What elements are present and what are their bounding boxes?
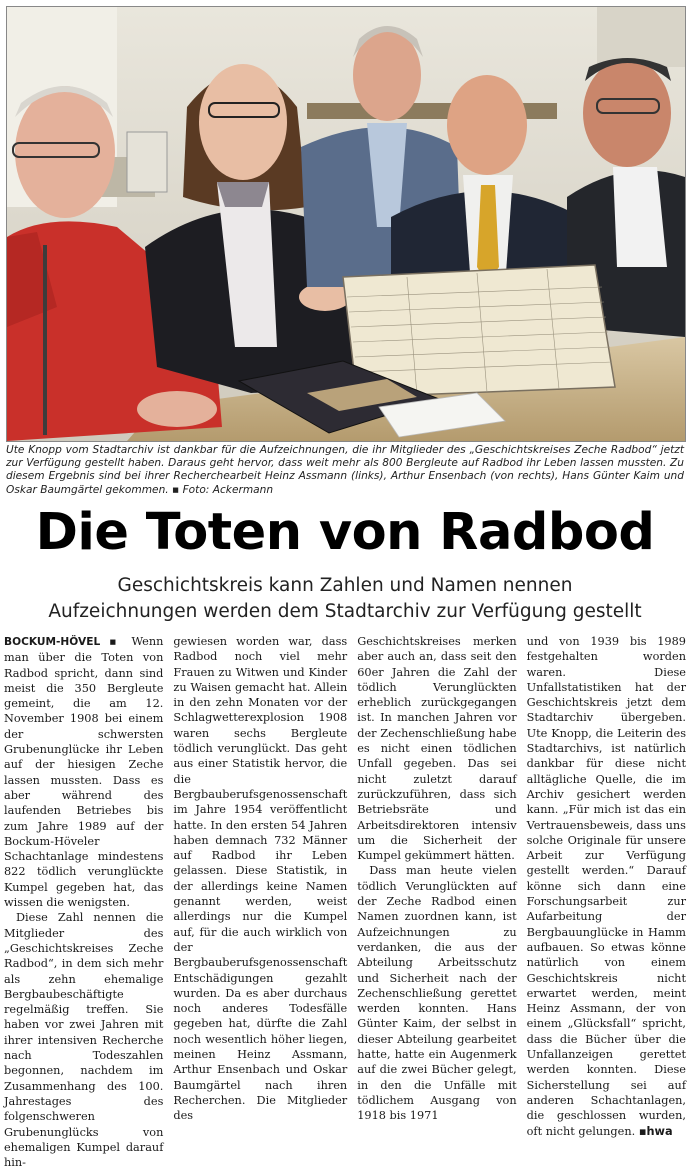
paragraph [527,634,686,1139]
article-column-3 [357,634,516,1170]
article-headline: Die Toten von Radbod [35,503,655,562]
article-column-4 [527,634,686,1170]
photo-credit: ▪ Foto: Ackermann [172,484,273,496]
paragraph-text: Wenn man über die Toten von Radbod spricht, dann sind meist die 350 Bergleute gemeint, die am 12. November 1908 bei einem der schwersten Grubenunglücke ihr Leben auf der hiesigen Zeche lassen mussten. Dass es aber während des laufenden Betriebes bis zum Jahre 1989 auf der Bockum-Höveler Schachtanlage mindestens 822 tödlich verunglückte Kumpel gegeben hat, das wissen die wenigsten. [4,635,164,910]
article-body [4,634,686,1170]
photo-caption [6,444,684,497]
paragraph: gewiesen worden war, dass Radbod noch viel mehr Frauen zu Witwen und Kinder zu Waisen gemacht hat. Allein in den zehn Monaten vor der Schlagwetterexplosion 1908 waren sechs Bergleute tödlich verunglückt. Das geht aus einer Statistik hervor, die die Bergbauberufsgenossenschaft im Jahre 1954 veröffentlicht hatte. In den ersten 54 Jahren haben demnach 732 Männer auf Radbod ihr Leben gelassen. Diese Statistik, in der allerdings keine Namen genannt werden, weist allerdings nur die Kumpel auf, für die auch wirklich von der Bergbauberufsgenossenschaft Entschädigungen gezahlt wurden. Da es aber durchaus noch anderes Todesfälle gegeben hat, dürfte die Zahl noch wesentlich höher liegen, meinen Heinz Assmann, Arthur Ensenbach und Oskar Baumgärtel nach ihren Recherchen. Die Mitglieder des [173,635,348,1123]
article-column-2 [173,634,347,1170]
dateline: BOCKUM-HÖVEL ▪ [4,636,122,648]
group-photo-icon [7,7,685,441]
article-photo [6,6,686,442]
subheadline-1: Geschichtskreis kann Zahlen und Namen nennen [117,575,573,596]
article-column-1 [4,634,163,1170]
paragraph-text: und von 1939 bis 1989 festgehalten worden waren. Diese Unfallstatistiken hat der Geschichtskreis jetzt dem Stadtarchiv übergeben. Ute Knopp, die Leiterin des Stadtarchivs, ist natürlich dankbar für diese nicht alltägliche Quelle, die im Archiv gesichert werden kann. „Für mich ist das ein Vertrauensbeweis, dass uns solche Originale für unsere Arbeit zur Verfügung gestellt werden.“ Darauf könne sich dann eine Forschungsarbeit zur Aufarbeitung der Bergbauunglücke in Hamm aufbauen. So etwas könne natürlich von einem Geschichtskreis nicht erwartet werden, meint Heinz Assmann, der von einem „Glücksfall“ spricht, dass die Bücher über die Unfallanzeigen gerettet werden konnten. Diese Sicherstellung sei auf anderen Schachtanlagen, die geschlossen wurden, oft nicht gelungen. [526,635,686,1138]
author-initials: ▪ hwa [639,1125,673,1138]
paragraph: Diese Zahl nennen die Mitglieder des „Geschichtskreises Zeche Radbod“, in dem sich mehr als zehn ehemalige Bergbaubeschäftigte regelmäßig treffen. Sie haben vor zwei Jahren mit ihrer intensiven Recherche nach Todeszahlen begonnen, nachdem im Zusammenhang des 100. Jahrestages des folgenschweren Grubenunglücks von ehemaligen Kumpel darauf hin- [4,911,164,1170]
caption-text: Ute Knopp vom Stadtarchiv ist dankbar für die Aufzeichnungen, die ihr Mitglieder des „Geschichtskreises Zeche Radbod“ jetzt zur Verfügung gestellt haben. Daraus geht hervor, dass weit mehr als 800 Bergleute auf Radbod ihr Leben lassen mussten. Zu diesem Ergebnis sind bei ihrer Recherchearbeit Heinz Assmann (links), Arthur Ensenbach (von rechts), Hans Günter Kaim und Oskar Baumgärtel gekommen. [6,444,684,496]
paragraph [4,634,163,910]
paragraph: Dass man heute vielen tödlich Verunglückten auf der Zeche Radbod einen Namen zuordnen kann, ist Aufzeichnungen zu verdanken, die aus der Abteilung Arbeitsschutz und Sicherheit nach der Zechenschließung gerettet werden konnten. Hans Günter Kaim, der selbst in dieser Abteilung gearbeitet hatte, hatte ein Augenmerk auf die zwei Bücher gelegt, in den die Unfälle mit tödlichem Ausgang von 1918 bis 1971 [357,864,517,1123]
paragraph: Geschichtskreises merken aber auch an, dass seit den 60er Jahren die Zahl der tödlich Verunglückten erheblich zurückgegangen ist. In manchen Jahren vor der Zechenschließung habe es nicht einen tödlichen Unfall gegeben. Das sei nicht zuletzt darauf zurückzuführen, dass sich Betriebsräte und Arbeitsdirektoren intensiv um die Sicherheit der Kumpel gekümmert hätten. [357,635,517,863]
subheadline-2: Aufzeichnungen werden dem Stadtarchiv zur Verfügung gestellt [48,601,642,622]
